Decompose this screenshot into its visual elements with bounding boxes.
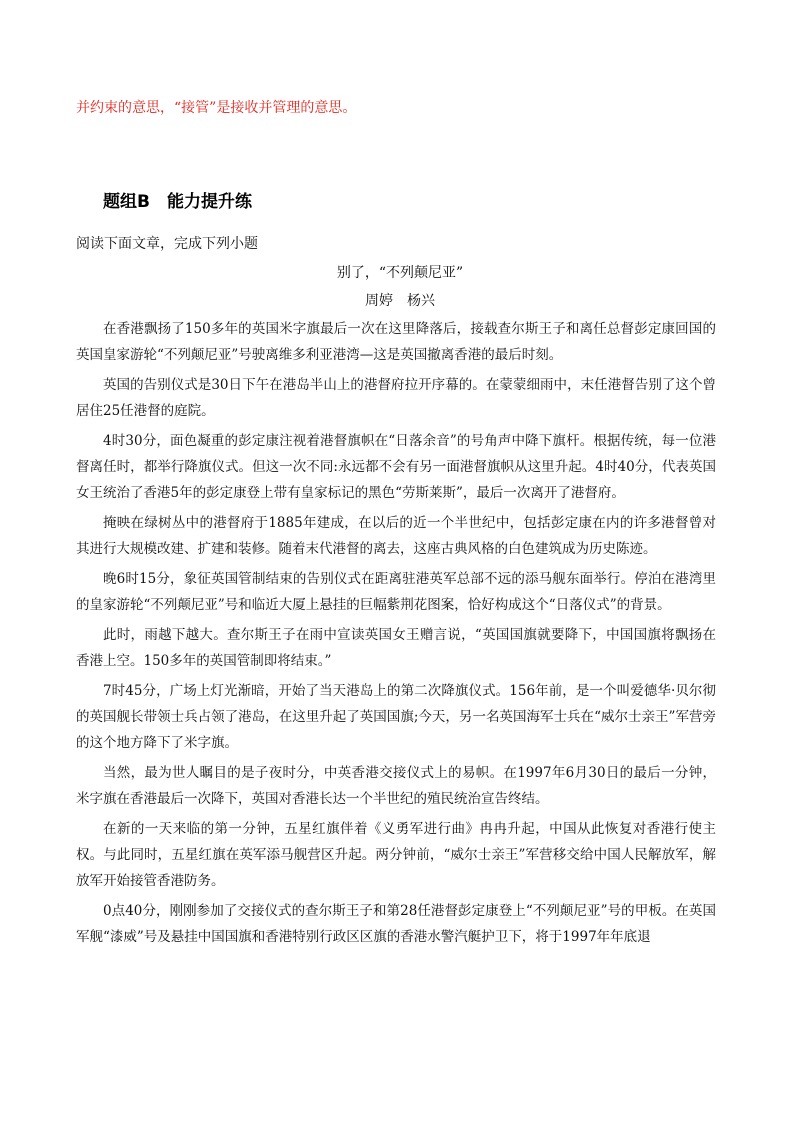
paragraph: 晚6时15分，象征英国管制结束的告别仪式在距离驻港英军总部不远的添马舰东面举行。停泊在港湾里的皇家游轮“不列颠尼亚”号和临近大厦上悬挂的巨幅紫荆花图案，恰好构成这个“日落仪式”的背景。 xyxy=(76,571,716,613)
paragraph: 此时，雨越下越大。查尔斯王子在雨中宣读英国女王赠言说，“英国国旗就要降下，中国国旗将飘扬在香港上空。150多年的英国管制即将结束。” xyxy=(76,627,716,669)
paragraph: 在新的一天来临的第一分钟，五星红旗伴着《义勇军进行曲》冉冉升起，中国从此恢复对香港行使主权。与此同时，五星红旗在英军添马舰营区升起。两分钟前，“威尔士亲王”军营移交给中国人民解放军，解放军开始接管香港防务。 xyxy=(76,821,716,889)
paragraph: 在香港飘扬了150多年的英国米字旗最后一次在这里降落后，接载查尔斯王子和离任总督彭定康回国的英国皇家游轮“不列颠尼亚”号驶离维多利亚港湾—这是英国撤离香港的最后时刻。 xyxy=(76,321,716,363)
paragraph: 0点40分，刚刚参加了交接仪式的查尔斯王子和第28任港督彭定康登上“不列颠尼亚”号的甲板。在英国军舰“漆威”号及悬挂中国国旗和香港特别行政区区旗的香港水警汽艇护卫下，将于1997年年底退 xyxy=(76,903,716,945)
article-body xyxy=(76,316,716,954)
paragraph: 7时45分，广场上灯光渐暗，开始了当天港岛上的第二次降旗仪式。156年前，是一个叫爱德华·贝尔彻的英国舰长带领士兵占领了港岛，在这里升起了英国国旗;今天，另一名英国海军士兵在“威尔士亲王”军营旁的这个地方降下了米字旗。 xyxy=(76,683,716,751)
section-title: 题组B 能力提升练 xyxy=(103,192,252,212)
article-authors: 周婷 杨兴 xyxy=(365,293,435,309)
paragraph: 当然，最为世人瞩目的是子夜时分，中英香港交接仪式上的易帜。在1997年6月30日的最后一分钟，米字旗在香港最后一次降下，英国对香港长达一个半世纪的殖民统治宣告终结。 xyxy=(76,765,716,807)
paragraph: 掩映在绿树丛中的港督府于1885年建成，在以后的近一个半世纪中，包括彭定康在内的许多港督曾对其进行大规模改建、扩建和装修。随着末代港督的离去，这座古典风格的白色建筑成为历史陈迹。 xyxy=(76,515,716,557)
paragraph: 英国的告别仪式是30日下午在港岛半山上的港督府拉开序幕的。在蒙蒙细雨中，末任港督告别了这个曾居住25任港督的庭院。 xyxy=(76,377,716,419)
paragraph: 4时30分，面色凝重的彭定康注视着港督旗帜在“日落余音”的号角声中降下旗杆。根据传统，每一位港督离任时，都举行降旗仪式。但这一次不同:永远都不会有另一面港督旗帜从这里升起。4时40分，代表英国女王统治了香港5年的彭定康登上带有皇家标记的黑色“劳斯莱斯”，最后一次离开了港督府。 xyxy=(76,433,716,501)
top-note: 并约束的意思，“接管”是接收并管理的意思。 xyxy=(76,100,357,116)
article-title: 别了，“不列颠尼亚” xyxy=(336,265,464,281)
instruction: 阅读下面文章，完成下列小题 xyxy=(76,236,258,252)
